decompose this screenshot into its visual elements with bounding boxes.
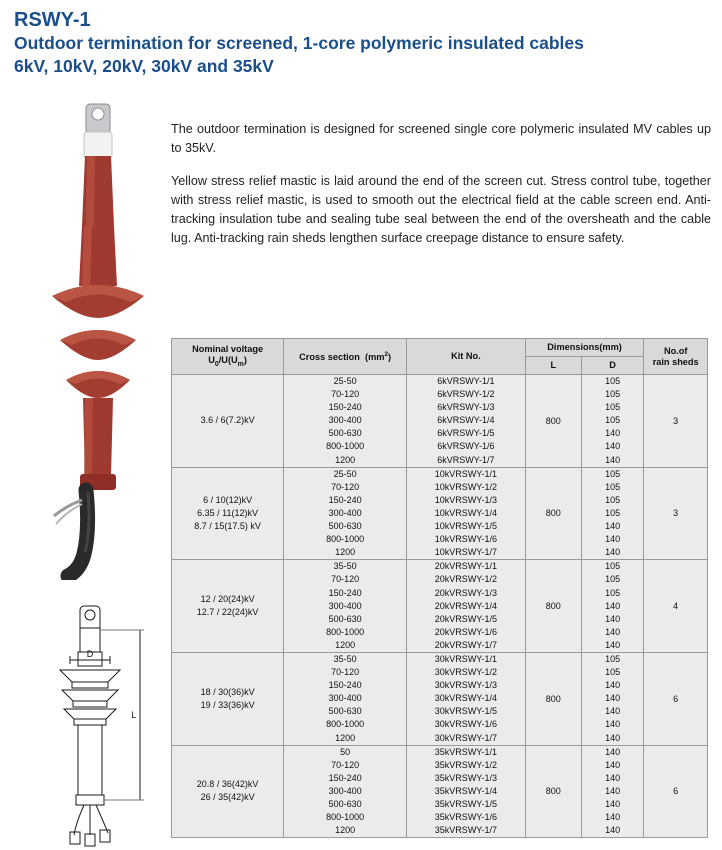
cell-dim-l-5: 800 <box>525 745 581 838</box>
technical-drawing <box>26 600 166 850</box>
cell-rain-sheds-3: 4 <box>644 560 708 653</box>
product-photo <box>38 100 158 580</box>
cell-voltage-group-3: 12 / 20(24)kV 12.7 / 22(24)kV <box>172 560 284 653</box>
header-cross-section: Cross section $(mm^2)$ <box>284 339 407 375</box>
description-paragraph-2: Yellow stress relief mastic is laid around the end of the screen cut. Stress control tube, together with stress relief mastic, is used to smooth out the electrical field at the cable screen end. Anti-tracking insulation tube and sealing tube seal between the end of the oversheath and the cable lug. Anti-tracking rain sheds lengthen surface creepage distance to ensure safety. <box>171 174 711 245</box>
header-nominal-voltage: Nominal voltage $U_0/U(U_m)$ <box>172 339 284 375</box>
cell-cross-sections-2: 25-50 70-120 150-240 300-400 500-630 800-1000 1200 <box>284 467 407 560</box>
cell-dim-l-2: 800 <box>525 467 581 560</box>
cell-voltage-group-4: 18 / 30(36)kV 19 / 33(36)kV <box>172 652 284 745</box>
cell-dim-d-4: 105 105 140 140 140 140 140 <box>581 652 644 745</box>
cell-rain-sheds-2: 3 <box>644 467 708 560</box>
specification-table-wrapper <box>171 338 708 838</box>
cell-cross-sections-1: 25-50 70-120 150-240 300-400 500-630 800-1000 1200 <box>284 375 407 468</box>
cell-voltage-group-5: 20.8 / 36(42)kV 26 / 35(42)kV <box>172 745 284 838</box>
drawing-label-l: L <box>131 710 137 720</box>
table-row <box>172 375 708 468</box>
table-head <box>172 339 708 375</box>
table-row <box>172 745 708 838</box>
table-row <box>172 652 708 745</box>
header-rain-sheds: No.of rain sheds <box>644 339 708 375</box>
table-row <box>172 560 708 653</box>
specification-table <box>171 338 708 838</box>
header-kit-no: Kit No. <box>407 339 526 375</box>
cell-dim-d-3: 105 105 105 140 140 140 140 <box>581 560 644 653</box>
description-paragraph-1: The outdoor termination is designed for screened single core polymeric insulated MV cables up to 35kV. <box>171 122 711 155</box>
table-row <box>172 467 708 560</box>
description-block <box>171 120 711 248</box>
cell-voltage-group-1: 3.6 / 6(7.2)kV <box>172 375 284 468</box>
cell-dim-d-1: 105 105 105 105 140 140 140 <box>581 375 644 468</box>
cell-cross-sections-4: 35-50 70-120 150-240 300-400 500-630 800-1000 1200 <box>284 652 407 745</box>
header-dimensions: Dimensions(mm) <box>525 339 644 357</box>
cell-cross-sections-3: 35-50 70-120 150-240 300-400 500-630 800-1000 1200 <box>284 560 407 653</box>
product-photo-illustration <box>38 100 158 580</box>
table-body <box>172 375 708 838</box>
header-dimension-l: L <box>525 357 581 375</box>
technical-drawing-illustration <box>26 600 166 850</box>
page-subtitle: 6kV, 10kV, 20kV, 30kV and 35kV <box>14 56 274 76</box>
page-header <box>14 8 714 78</box>
cell-rain-sheds-5: 6 <box>644 745 708 838</box>
cell-kits-1: 6kVRSWY-1/1 6kVRSWY-1/2 6kVRSWY-1/3 6kVRSWY-1/4 6kVRSWY-1/5 6kVRSWY-1/6 6kVRSWY-1/7 <box>407 375 526 468</box>
table-header-row <box>172 339 708 357</box>
cell-rain-sheds-4: 6 <box>644 652 708 745</box>
cell-dim-l-3: 800 <box>525 560 581 653</box>
cell-kits-3: 20kVRSWY-1/1 20kVRSWY-1/2 20kVRSWY-1/3 20kVRSWY-1/4 20kVRSWY-1/5 20kVRSWY-1/6 20kVRSWY-1/7 <box>407 560 526 653</box>
page-title: Outdoor termination for screened, 1-core polymeric insulated cables <box>14 33 584 53</box>
header-dimension-d: D <box>581 357 644 375</box>
cell-dim-d-2: 105 105 105 105 140 140 140 <box>581 467 644 560</box>
cell-dim-l-1: 800 <box>525 375 581 468</box>
cell-cross-sections-5: 50 70-120 150-240 300-400 500-630 800-1000 1200 <box>284 745 407 838</box>
cell-rain-sheds-1: 3 <box>644 375 708 468</box>
cell-voltage-group-2: 6 / 10(12)kV 6.35 / 11(12)kV 8.7 / 15(17.5) kV <box>172 467 284 560</box>
product-code: RSWY-1 <box>14 9 91 31</box>
cell-kits-2: 10kVRSWY-1/1 10kVRSWY-1/2 10kVRSWY-1/3 10kVRSWY-1/4 10kVRSWY-1/5 10kVRSWY-1/6 10kVRSWY-1/7 <box>407 467 526 560</box>
cell-dim-l-4: 800 <box>525 652 581 745</box>
cell-kits-4: 30kVRSWY-1/1 30kVRSWY-1/2 30kVRSWY-1/3 30kVRSWY-1/4 30kVRSWY-1/5 30kVRSWY-1/6 30kVRSWY-1/7 <box>407 652 526 745</box>
drawing-label-d: D <box>86 649 94 659</box>
cell-kits-5: 35kVRSWY-1/1 35kVRSWY-1/2 35kVRSWY-1/3 35kVRSWY-1/4 35kVRSWY-1/5 35kVRSWY-1/6 35kVRSWY-1/7 <box>407 745 526 838</box>
cell-dim-d-5: 140 140 140 140 140 140 140 <box>581 745 644 838</box>
